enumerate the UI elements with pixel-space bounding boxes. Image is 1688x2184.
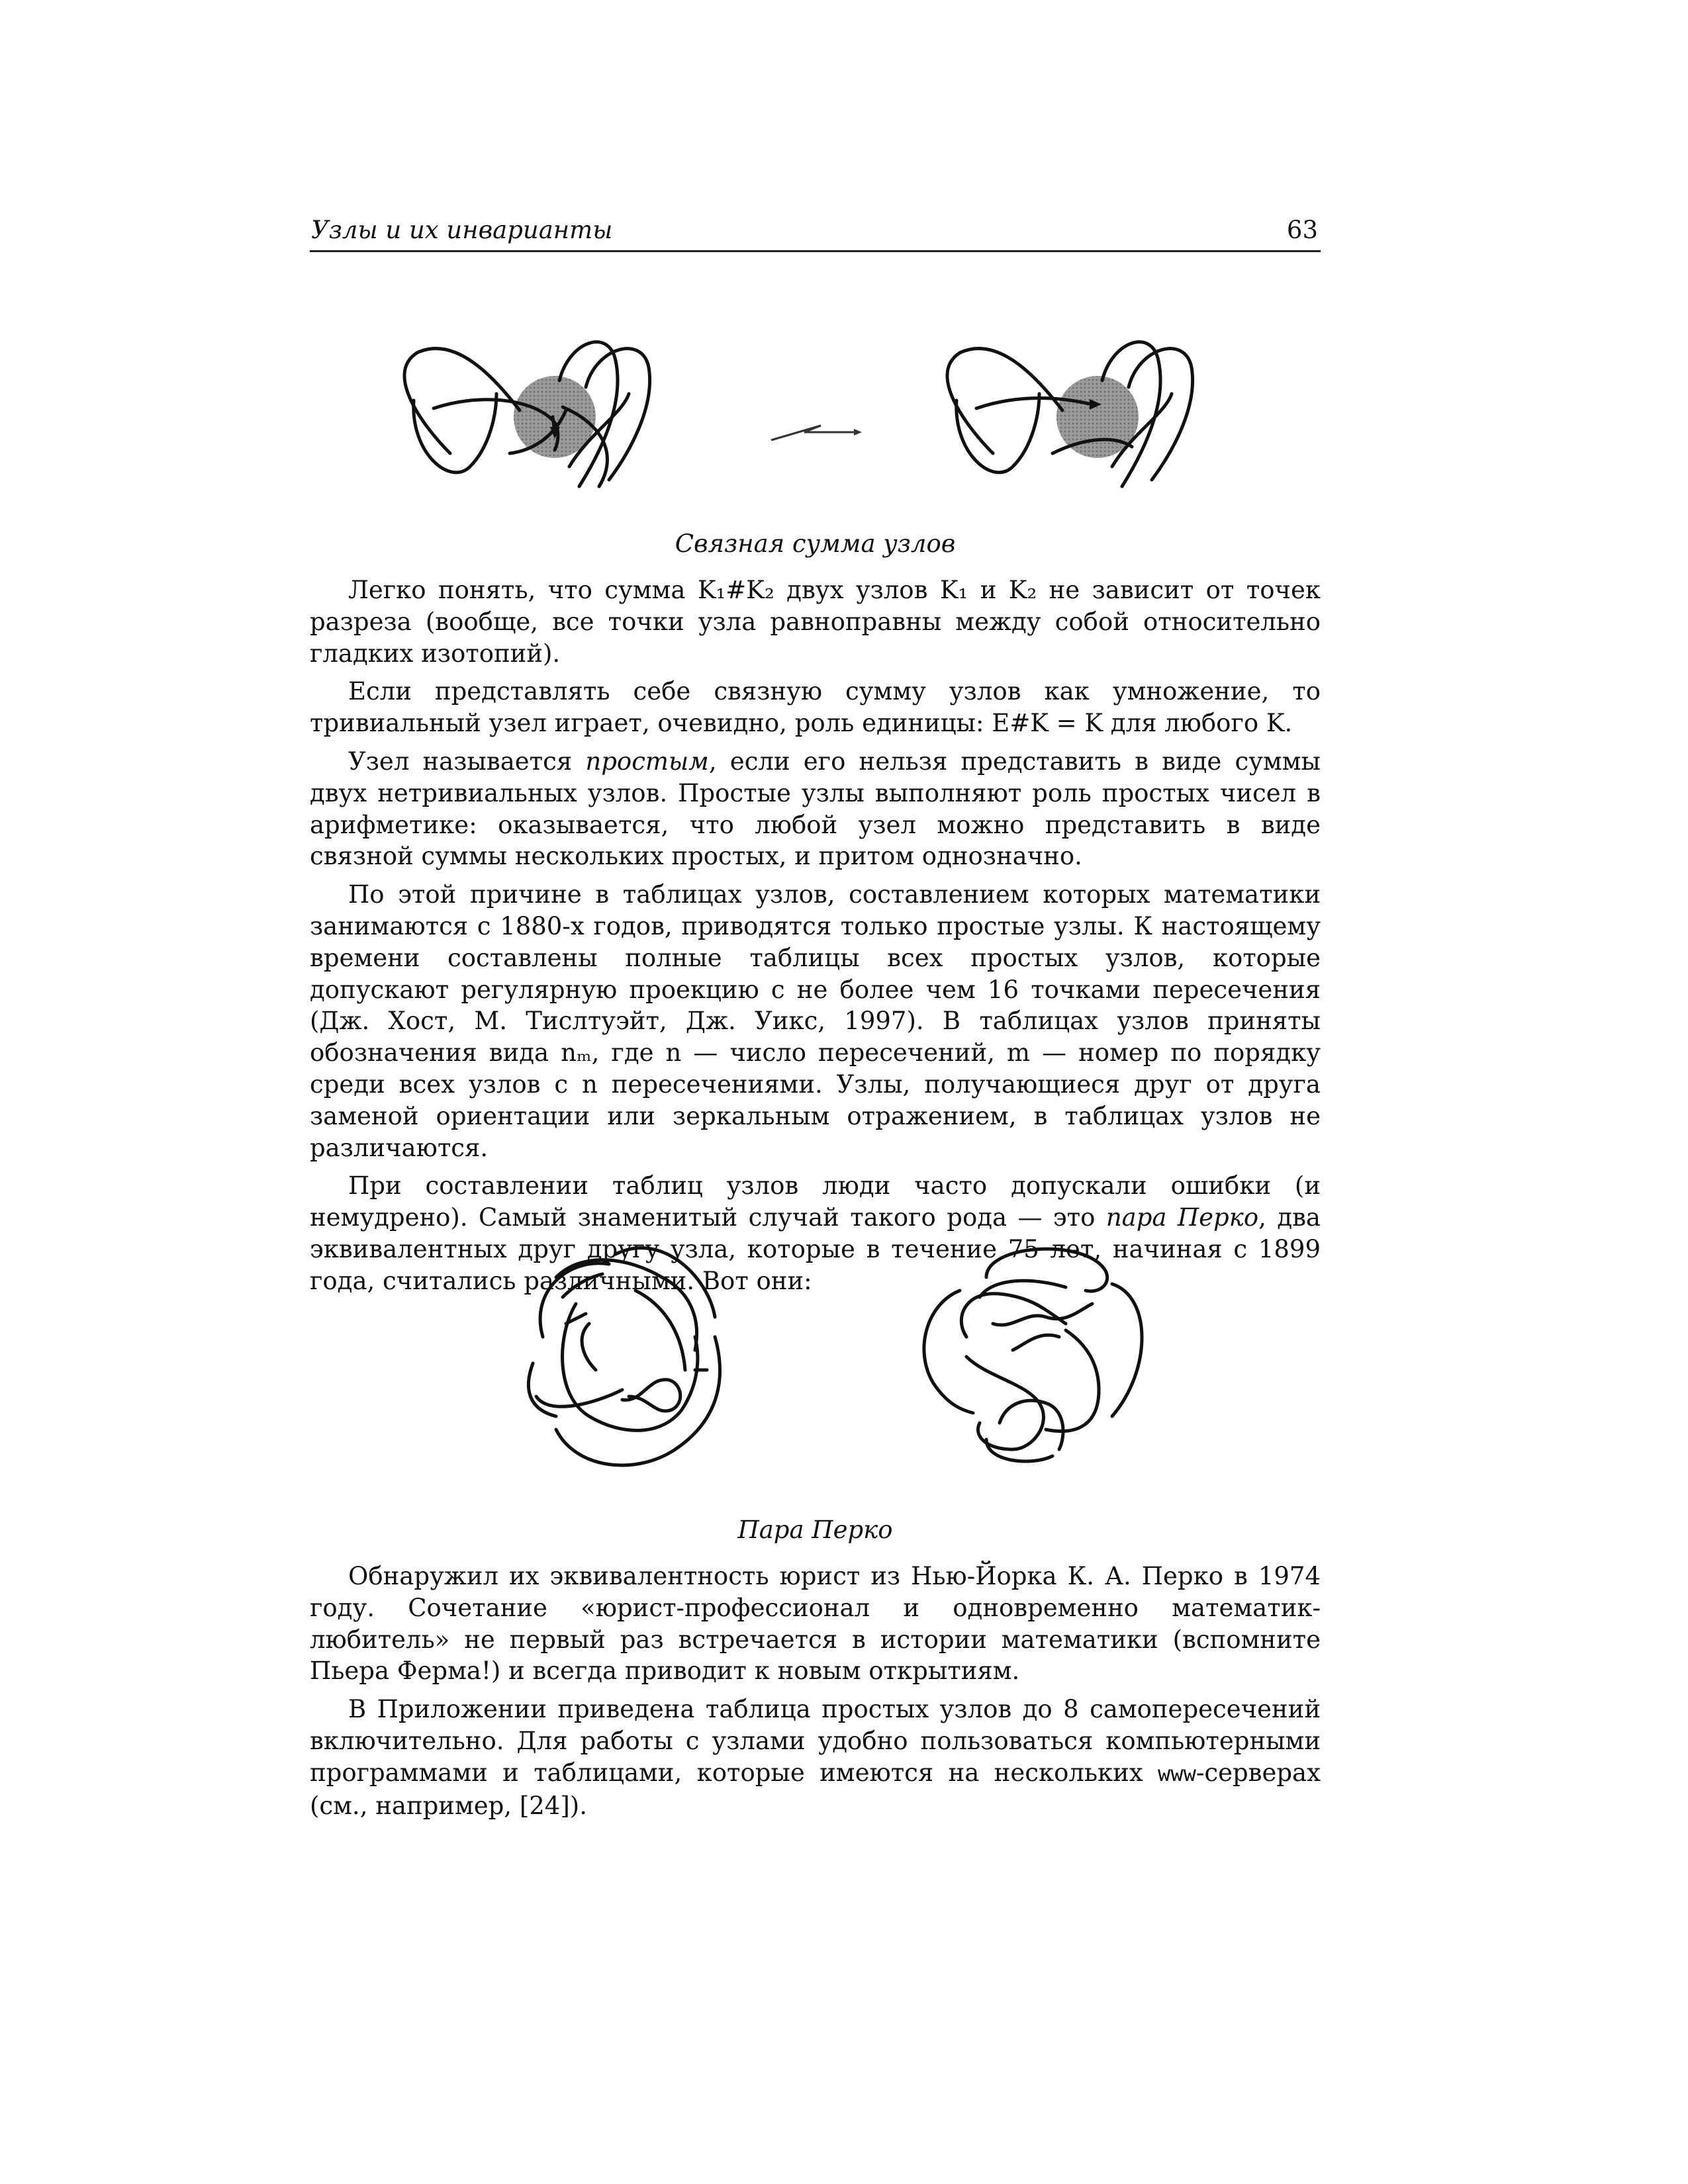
- paragraph-text: Узел называется: [348, 747, 586, 776]
- body-text-upper: [310, 574, 1321, 1297]
- paragraph: Легко понять, что сумма K₁#K₂ двух узлов K₁ и K₂ не зависит от точек разреза (вообще, все точки узла равноправны между собой относительно гладких изотопий).: [310, 576, 1321, 668]
- paragraph-text: , два эквивалентных друг другу узла, которые в течение 75 лет, начиная с 1899 года, считались различными. Вот они:: [310, 1203, 1321, 1295]
- transition-arrow: [771, 426, 862, 440]
- figure2-caption: Пара Перко: [737, 1516, 893, 1544]
- perko-knot-left: [528, 1248, 720, 1465]
- paragraph-text: При составлении таблиц узлов люди часто допускали ошибки (и немудрено). Самый знаменитый случай такого рода — это: [310, 1171, 1321, 1232]
- page-header: [310, 216, 1321, 252]
- knot-sum-left: [404, 342, 650, 486]
- paragraph-text: В Приложении приведена таблица простых узлов до 8 самопересечений включительно. Для работы с узлами удобно пользоваться компьютерными программами и таблицами, которые имеются на нескольких: [310, 1695, 1321, 1787]
- knot-sum-right: [947, 342, 1193, 486]
- body-text-lower: [310, 1561, 1321, 1821]
- connected-sum-figure: [397, 334, 1311, 513]
- figure1-caption: Связная сумма узлов: [675, 529, 956, 558]
- paragraph: Обнаружил их эквивалентность юрист из Нью-Йорка К. А. Перко в 1974 году. Сочетание «юрист-профессионал и одновременно математик-любитель» не первый раз встречается в истории математики (вспомните Пьера Ферма!) и всегда приводит к новым открытиям.: [310, 1562, 1321, 1686]
- term-perko-pair: пара Перко: [1105, 1203, 1259, 1232]
- paragraph: [310, 746, 1321, 872]
- term-prime-knot: простым: [585, 747, 709, 776]
- paragraph: По этой причине в таблицах узлов, составлением которых математики занимаются с 1880-х годов, приводятся только простые узлы. К настоящему времени составлены полные таблицы всех простых узлов, которые допускают регулярную проекцию с не более чем 16 точками пересечения (Дж. Хост, М. Тислтуэйт, Дж. Уикс, 1997). В таблицах узлов приняты обозначения вида nₘ, где n — число пересечений, m — номер по порядку среди всех узлов с n пересечениями. Узлы, получающиеся друг от друга заменой ориентации или зеркальным отражением, в таблицах узлов не различаются.: [310, 880, 1321, 1162]
- perko-knot-right: [924, 1249, 1142, 1461]
- paragraph-text: , если его нельзя представить в виде суммы двух нетривиальных узлов. Простые узлы выполняют роль простых чисел в арифметике: оказывается, что любой узел можно представить в виде связной суммы нескольких простых, и притом однозначно.: [310, 747, 1321, 871]
- www-term: www: [1158, 1760, 1196, 1786]
- paragraph-text: -серверах (см., например, [24]).: [310, 1758, 1321, 1820]
- paragraph: [310, 1694, 1321, 1821]
- running-title: Узлы и их инварианты: [311, 216, 613, 244]
- page-number: 63: [1286, 216, 1318, 244]
- perko-pair-figure: [516, 1238, 1165, 1482]
- paragraph: Если представлять себе связную сумму узлов как умножение, то тривиальный узел играет, очевидно, роль единицы: E#K = K для любого K.: [310, 677, 1321, 738]
